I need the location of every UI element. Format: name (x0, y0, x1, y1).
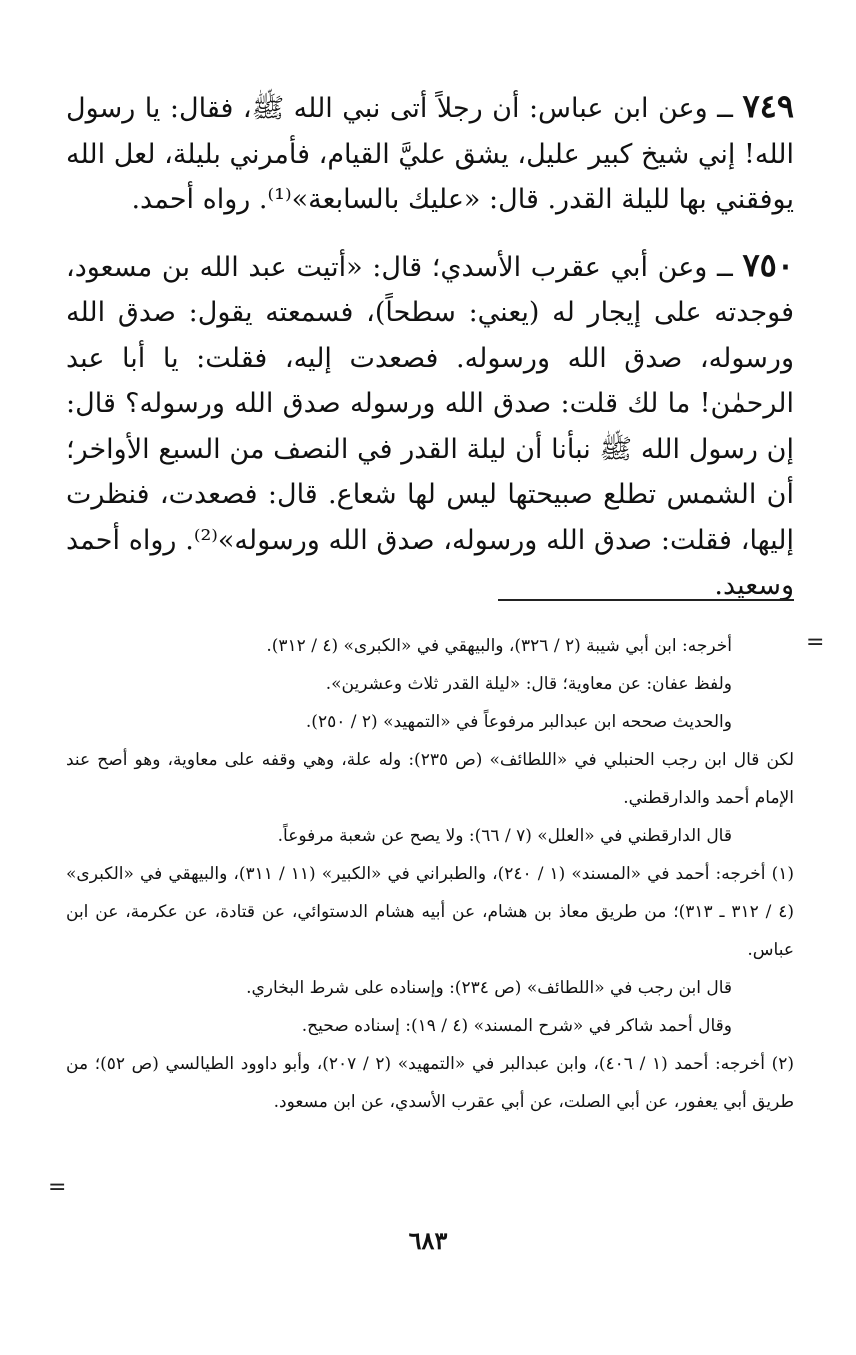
page-number: ٦٨٣ (408, 1226, 448, 1255)
footnote-line: وقال أحمد شاكر في «شرح المسند» (٤ / ١٩): إسناده صحيح. (301, 1016, 732, 1036)
hadith-750-number: ٧٥٠ (742, 245, 794, 284)
continued-mark: = (806, 630, 825, 655)
footnote-separator (498, 599, 794, 601)
footnote-line: لكن قال ابن رجب الحنبلي في «اللطائف» (ص ٢٣٥): وله علة، وهي وقفه على معاوية، وهو أصح عند الإمام أحمد والدارقطني. (66, 750, 794, 808)
hadith-749-text: ــ وعن ابن عباس: أن رجلاً أتى نبي الله ﷺ، فقال: يا رسول الله! إني شيخ كبير عليل، يشق عليَّ القيام، فأمرني بليلة، لعل الله يوفقني بها لليلة القدر. قال: «عليك بالسابعة»⁽¹⁾. رواه أحمد. (66, 93, 794, 215)
footnote-1: (١) أخرجه: أحمد في «المسند» (١ / ٢٤٠)، والطبراني في «الكبير» (١١ / ٣١١)، والبيهقي في «الكبرى» (٤ / ٣١٢ ـ ٣١٣)؛ من طريق معاذ بن هشام، عن أبيه هشام الدستوائي، عن قتادة، عن عكرمة، عن ابن عباس. (66, 864, 794, 960)
footnote-line: قال ابن رجب في «اللطائف» (ص ٢٣٤): وإسناده على شرط البخاري. (246, 978, 732, 998)
footnote-line: أخرجه: ابن أبي شيبة (٢ / ٣٢٦)، والبيهقي في «الكبرى» (٤ / ٣١٢). (266, 636, 732, 656)
continued-mark-end: = (48, 1175, 67, 1200)
hadith-749 (66, 84, 794, 223)
footnote-line: قال الدارقطني في «العلل» (٧ / ٦٦): ولا يصح عن شعبة مرفوعاً. (277, 826, 732, 846)
footnotes (66, 627, 794, 1121)
hadith-749-number: ٧٤٩ (742, 87, 794, 125)
hadith-750 (66, 243, 794, 609)
footnote-2: (٢) أخرجه: أحمد (١ / ٤٠٦)، وابن عبدالبر في «التمهيد» (٢ / ٢٠٧)، وأبو داوود الطيالسي (ص ٥٢)؛ من طريق أبي يعفور، عن أبي الصلت، عن أبي عقرب الأسدي، عن ابن مسعود. (66, 1054, 794, 1112)
footnote-line: والحديث صححه ابن عبدالبر مرفوعاً في «التمهيد» (٢ / ٢٥٠). (305, 712, 732, 732)
footnote-line: ولفظ عفان: عن معاوية؛ قال: «ليلة القدر ثلاث وعشرين». (325, 674, 732, 694)
hadith-750-text: ــ وعن أبي عقرب الأسدي؛ قال: «أتيت عبد الله بن مسعود، فوجدته على إيجار له (يعني: سطحاً)، فسمعته يقول: صدق الله ورسوله، صدق الله ورسوله. فصعدت إليه، فقلت: يا أبا عبد الرحمٰن! ما لك قلت: صدق الله ورسوله صدق الله ورسوله؟ قال: إن رسول الله ﷺ نبأنا أن ليلة القدر في النصف من السبع الأواخر؛ أن الشمس تطلع صبيحتها ليس لها شعاع. قال: فصعدت، فنظرت إليها، فقلت: صدق الله ورسوله، صدق الله ورسوله»⁽²⁾. رواه أحمد وسعيد. (66, 251, 794, 601)
main-text (66, 84, 794, 609)
